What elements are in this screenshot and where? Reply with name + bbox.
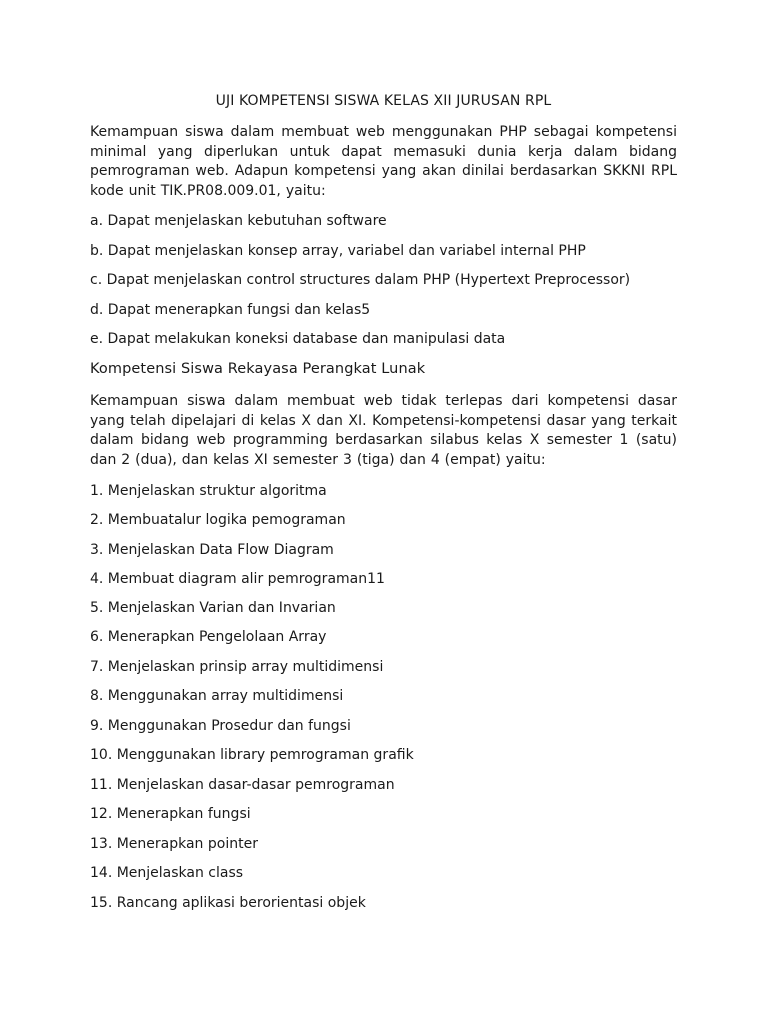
basic-competency-item-10: 10. Menggunakan library pemrograman grafik bbox=[90, 747, 414, 763]
intro-paragraph: Kemampuan siswa dalam membuat web menggunakan PHP sebagai kompetensi minimal yang diperlukan untuk dapat memasuki dunia kerja dalam bidang pemrograman web. Adapun kompetensi yang akan dinilai berdasarkan SKKNI RPL kode unit TIK.PR08.009.01, yaitu: bbox=[90, 124, 677, 199]
basic-competency-item-3: 3. Menjelaskan Data Flow Diagram bbox=[90, 542, 334, 558]
basic-competency-item-15: 15. Rancang aplikasi berorientasi objek bbox=[90, 895, 366, 911]
basic-competency-item-14: 14. Menjelaskan class bbox=[90, 865, 244, 881]
basic-competency-item-8: 8. Menggunakan array multidimensi bbox=[90, 688, 344, 704]
document-title: UJI KOMPETENSI SISWA KELAS XII JURUSAN RPL bbox=[215, 93, 552, 109]
basic-competency-item-13: 13. Menerapkan pointer bbox=[90, 836, 258, 852]
competency-item-c: c. Dapat menjelaskan control structures dalam PHP (Hypertext Preprocessor) bbox=[90, 272, 631, 288]
competency-item-e: e. Dapat melakukan koneksi database dan manipulasi data bbox=[90, 331, 506, 347]
competency-item-b: b. Dapat menjelaskan konsep array, variabel dan variabel internal PHP bbox=[90, 243, 586, 259]
basic-competency-item-2: 2. Membuatalur logika pemograman bbox=[90, 512, 346, 528]
competency-item-a: a. Dapat menjelaskan kebutuhan software bbox=[90, 213, 387, 229]
basic-competency-item-9: 9. Menggunakan Prosedur dan fungsi bbox=[90, 718, 351, 734]
section-paragraph: Kemampuan siswa dalam membuat web tidak terlepas dari kompetensi dasar yang telah dipelajari di kelas X dan XI. Kompetensi-kompetensi dasar yang terkait dalam bidang web programming berdasarkan silabus kelas X semester 1 (satu) dan 2 (dua), dan kelas XI semester 3 (tiga) dan 4 (empat) yaitu: bbox=[90, 393, 677, 468]
basic-competency-item-11: 11. Menjelaskan dasar-dasar pemrograman bbox=[90, 777, 395, 793]
basic-competency-item-6: 6. Menerapkan Pengelolaan Array bbox=[90, 629, 327, 645]
basic-competency-item-1: 1. Menjelaskan struktur algoritma bbox=[90, 483, 327, 499]
competency-item-d: d. Dapat menerapkan fungsi dan kelas5 bbox=[90, 302, 371, 318]
basic-competency-item-4: 4. Membuat diagram alir pemrograman11 bbox=[90, 571, 385, 587]
basic-competency-item-5: 5. Menjelaskan Varian dan Invarian bbox=[90, 600, 336, 616]
section-heading: Kompetensi Siswa Rekayasa Perangkat Lunak bbox=[90, 361, 426, 377]
basic-competency-item-12: 12. Menerapkan fungsi bbox=[90, 806, 251, 822]
basic-competency-item-7: 7. Menjelaskan prinsip array multidimensi bbox=[90, 659, 384, 675]
